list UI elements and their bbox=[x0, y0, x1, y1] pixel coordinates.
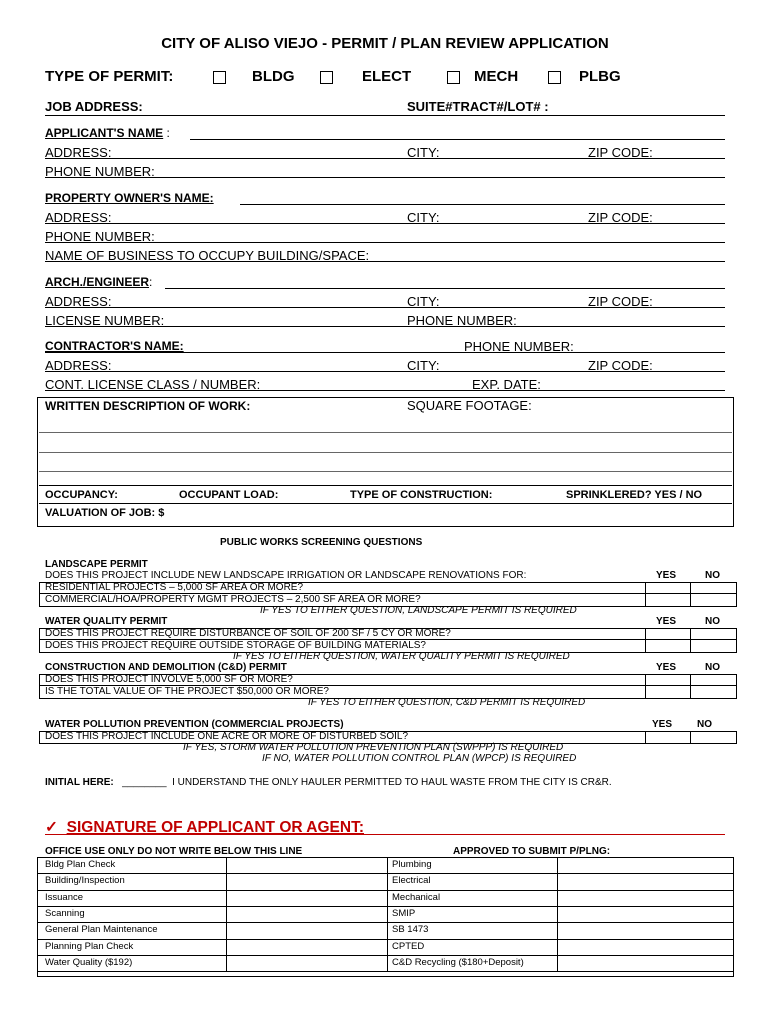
form-title: CITY OF ALISO VIEJO - PERMIT / PLAN REVIEW APPLICATION bbox=[161, 35, 609, 52]
landscape-no-divider bbox=[690, 582, 691, 606]
engineer-address-label: ADDRESS: bbox=[45, 294, 112, 309]
engineer-name-colon: : bbox=[149, 275, 153, 289]
pollution-note-1: IF YES, STORM WATER POLLUTION PREVENTION PLAN (SWPPP) IS REQUIRED bbox=[183, 742, 564, 753]
contractor-exp-label: EXP. DATE: bbox=[472, 377, 541, 392]
owner-address-line[interactable] bbox=[45, 223, 725, 224]
landscape-q3: COMMERCIAL/HOA/PROPERTY MGMT PROJECTS – 2,500 SF AREA OR MORE? bbox=[45, 594, 421, 605]
office-right-item: Electrical bbox=[392, 875, 431, 887]
work-line-2[interactable] bbox=[39, 452, 732, 453]
suite-label: SUITE#TRACT#/LOT# : bbox=[407, 99, 549, 114]
engineer-name-label: ARCH./ENGINEER bbox=[45, 275, 150, 289]
elect-checkbox[interactable] bbox=[320, 71, 333, 84]
water-quality-no-label: NO bbox=[705, 616, 720, 627]
signature-check-icon: ✓ bbox=[45, 819, 58, 836]
plbg-label: PLBG bbox=[579, 68, 621, 85]
business-name-line[interactable] bbox=[45, 261, 725, 262]
engineer-name-row bbox=[45, 275, 152, 289]
applicant-name-label: APPLICANT'S NAME bbox=[45, 126, 164, 140]
owner-phone-line[interactable] bbox=[45, 242, 725, 243]
pollution-no-label: NO bbox=[697, 719, 712, 730]
bldg-checkbox[interactable] bbox=[213, 71, 226, 84]
engineer-name-line[interactable] bbox=[165, 288, 725, 289]
job-address-line[interactable] bbox=[45, 115, 725, 116]
engineer-license-label: LICENSE NUMBER: bbox=[45, 313, 165, 328]
office-right-item: SB 1473 bbox=[392, 924, 429, 936]
contractor-address-label: ADDRESS: bbox=[45, 358, 112, 373]
office-left-item: Building/Inspection bbox=[45, 875, 125, 887]
water-quality-yes-divider bbox=[645, 628, 646, 652]
office-col-line bbox=[387, 857, 388, 971]
cd-q2: IS THE TOTAL VALUE OF THE PROJECT $50,000 OR MORE? bbox=[45, 686, 329, 697]
office-left-item: Scanning bbox=[45, 907, 85, 919]
office-right-item: SMIP bbox=[392, 907, 416, 919]
square-footage-label: SQUARE FOOTAGE: bbox=[407, 398, 532, 413]
initial-label: INITIAL HERE: bbox=[45, 777, 114, 788]
signature-label: SIGNATURE OF APPLICANT OR AGENT: bbox=[66, 819, 364, 836]
office-right-item: C&D Recycling ($180+Deposit) bbox=[392, 956, 524, 968]
office-right-entry-cell[interactable] bbox=[558, 940, 732, 954]
office-left-item: General Plan Maintenance bbox=[45, 924, 158, 936]
office-left-entry-cell[interactable] bbox=[227, 940, 386, 954]
applicant-name-row bbox=[45, 126, 170, 140]
office-left-entry-cell[interactable] bbox=[227, 874, 386, 888]
owner-name-label: PROPERTY OWNER'S NAME: bbox=[45, 191, 214, 205]
office-right-item: CPTED bbox=[392, 940, 425, 952]
contractor-license-line[interactable] bbox=[45, 390, 725, 391]
work-line-3[interactable] bbox=[39, 471, 732, 472]
elect-label: ELECT bbox=[362, 68, 412, 85]
landscape-yes-label: YES bbox=[656, 570, 677, 581]
applicant-city-label: CITY: bbox=[407, 145, 440, 160]
office-left-item: Planning Plan Check bbox=[45, 940, 134, 952]
applicant-phone-line[interactable] bbox=[45, 177, 725, 178]
valuation-label: VALUATION OF JOB: $ bbox=[45, 507, 165, 519]
permit-type-label: TYPE OF PERMIT: bbox=[45, 68, 174, 85]
cd-no-label: NO bbox=[705, 662, 720, 673]
office-left-entry-cell[interactable] bbox=[227, 891, 386, 905]
landscape-note: IF YES TO EITHER QUESTION, LANDSCAPE PERMIT IS REQUIRED bbox=[260, 605, 577, 616]
bldg-label: BLDG bbox=[252, 68, 295, 85]
office-left-entry-cell[interactable] bbox=[227, 907, 386, 921]
signature-line[interactable] bbox=[45, 834, 725, 835]
initial-row bbox=[45, 777, 612, 788]
water-quality-title: WATER QUALITY PERMIT bbox=[45, 616, 168, 627]
applicant-name-line[interactable] bbox=[190, 139, 725, 140]
work-description-label: WRITTEN DESCRIPTION OF WORK: bbox=[45, 399, 251, 413]
cd-title: CONSTRUCTION AND DEMOLITION (C&D) PERMIT bbox=[45, 662, 287, 673]
contractor-phone-label: PHONE NUMBER: bbox=[464, 339, 574, 354]
office-right-entry-cell[interactable] bbox=[558, 923, 732, 937]
owner-zip-label: ZIP CODE: bbox=[588, 210, 653, 225]
applicant-zip-label: ZIP CODE: bbox=[588, 145, 653, 160]
office-right-entry-cell[interactable] bbox=[558, 907, 732, 921]
applicant-name-colon: : bbox=[166, 126, 170, 140]
office-use-header: OFFICE USE ONLY DO NOT WRITE BELOW THIS LINE bbox=[45, 846, 303, 857]
office-row-line bbox=[37, 971, 733, 972]
cd-note: IF YES TO EITHER QUESTION, C&D PERMIT IS REQUIRED bbox=[308, 697, 586, 708]
sprinklered-label: SPRINKLERED? YES / NO bbox=[566, 489, 703, 501]
initial-blank[interactable]: ________ bbox=[122, 777, 167, 788]
landscape-no-label: NO bbox=[705, 570, 720, 581]
office-right-entry-cell[interactable] bbox=[558, 858, 732, 872]
cd-yes-label: YES bbox=[656, 662, 677, 673]
mech-checkbox[interactable] bbox=[447, 71, 460, 84]
office-right-item: Plumbing bbox=[392, 859, 432, 870]
pollution-title: WATER POLLUTION PREVENTION (COMMERCIAL PROJECTS) bbox=[45, 719, 344, 730]
public-works-heading: PUBLIC WORKS SCREENING QUESTIONS bbox=[220, 537, 423, 548]
occupancy-label: OCCUPANCY: bbox=[45, 489, 118, 501]
contractor-name-label: CONTRACTOR'S NAME: bbox=[45, 339, 184, 353]
landscape-q2: RESIDENTIAL PROJECTS – 5,000 SF AREA OR MORE? bbox=[45, 582, 304, 593]
water-quality-note: IF YES TO EITHER QUESTION, WATER QUALITY PERMIT IS REQUIRED bbox=[233, 651, 570, 662]
pollution-note-2: IF NO, WATER POLLUTION CONTROL PLAN (WPCP) IS REQUIRED bbox=[262, 753, 577, 764]
business-name-label: NAME OF BUSINESS TO OCCUPY BUILDING/SPACE: bbox=[45, 248, 370, 263]
occupancy-line[interactable] bbox=[39, 503, 732, 504]
contractor-zip-label: ZIP CODE: bbox=[588, 358, 653, 373]
office-right-entry-cell[interactable] bbox=[558, 891, 732, 905]
cd-no-divider bbox=[690, 674, 691, 698]
engineer-phone-label: PHONE NUMBER: bbox=[407, 313, 517, 328]
landscape-title: LANDSCAPE PERMIT bbox=[45, 559, 148, 570]
work-line-1[interactable] bbox=[39, 432, 732, 433]
pollution-q1: DOES THIS PROJECT INCLUDE ONE ACRE OR MORE OF DISTURBED SOIL? bbox=[45, 731, 409, 742]
office-left-entry-cell[interactable] bbox=[227, 858, 386, 872]
mech-label: MECH bbox=[474, 68, 519, 85]
cd-yes-divider bbox=[645, 674, 646, 698]
occupant-load-label: OCCUPANT LOAD: bbox=[179, 489, 279, 501]
pollution-yes-label: YES bbox=[652, 719, 673, 730]
owner-name-line[interactable] bbox=[240, 204, 725, 205]
water-quality-q1: DOES THIS PROJECT REQUIRE DISTURBANCE OF SOIL OF 200 SF / 5 CY OR MORE? bbox=[45, 628, 451, 639]
office-left-entry-cell[interactable] bbox=[227, 923, 386, 937]
applicant-address-line[interactable] bbox=[45, 158, 725, 159]
engineer-city-label: CITY: bbox=[407, 294, 440, 309]
owner-phone-label: PHONE NUMBER: bbox=[45, 229, 155, 244]
applicant-phone-label: PHONE NUMBER: bbox=[45, 164, 155, 179]
landscape-q1: DOES THIS PROJECT INCLUDE NEW LANDSCAPE IRRIGATION OR LANDSCAPE RENOVATIONS FOR: bbox=[45, 570, 527, 581]
pollution-yes-divider bbox=[645, 731, 646, 743]
water-quality-yes-label: YES bbox=[656, 616, 677, 627]
construction-type-label: TYPE OF CONSTRUCTION: bbox=[350, 489, 493, 501]
approved-header: APPROVED TO SUBMIT P/PLNG: bbox=[453, 846, 611, 857]
cd-q1: DOES THIS PROJECT INVOLVE 5,000 SF OR MORE? bbox=[45, 674, 293, 685]
engineer-zip-label: ZIP CODE: bbox=[588, 294, 653, 309]
office-right-item: Mechanical bbox=[392, 891, 441, 903]
office-right-entry-cell[interactable] bbox=[558, 956, 732, 970]
initial-text: I UNDERSTAND THE ONLY HAULER PERMITTED TO HAUL WASTE FROM THE CITY IS CR&R. bbox=[172, 777, 612, 788]
water-quality-q2: DOES THIS PROJECT REQUIRE OUTSIDE STORAGE OF BUILDING MATERIALS? bbox=[45, 640, 426, 651]
contractor-license-label: CONT. LICENSE CLASS / NUMBER: bbox=[45, 377, 261, 392]
engineer-address-line[interactable] bbox=[45, 307, 725, 308]
owner-address-label: ADDRESS: bbox=[45, 210, 112, 225]
landscape-yes-divider bbox=[645, 582, 646, 606]
office-right-entry-cell[interactable] bbox=[558, 874, 732, 888]
office-left-item: Bldg Plan Check bbox=[45, 859, 116, 870]
owner-city-label: CITY: bbox=[407, 210, 440, 225]
plbg-checkbox[interactable] bbox=[548, 71, 561, 84]
contractor-address-line[interactable] bbox=[45, 371, 725, 372]
pollution-no-divider bbox=[690, 731, 691, 743]
work-divider bbox=[39, 485, 732, 486]
contractor-city-label: CITY: bbox=[407, 358, 440, 373]
office-left-item: Water Quality ($192) bbox=[45, 956, 133, 968]
contractor-name-line[interactable] bbox=[45, 352, 725, 353]
office-left-item: Issuance bbox=[45, 891, 84, 903]
office-left-entry-cell[interactable] bbox=[227, 956, 386, 970]
water-quality-no-divider bbox=[690, 628, 691, 652]
engineer-license-line[interactable] bbox=[45, 326, 725, 327]
job-address-label: JOB ADDRESS: bbox=[45, 99, 143, 114]
applicant-address-label: ADDRESS: bbox=[45, 145, 112, 160]
